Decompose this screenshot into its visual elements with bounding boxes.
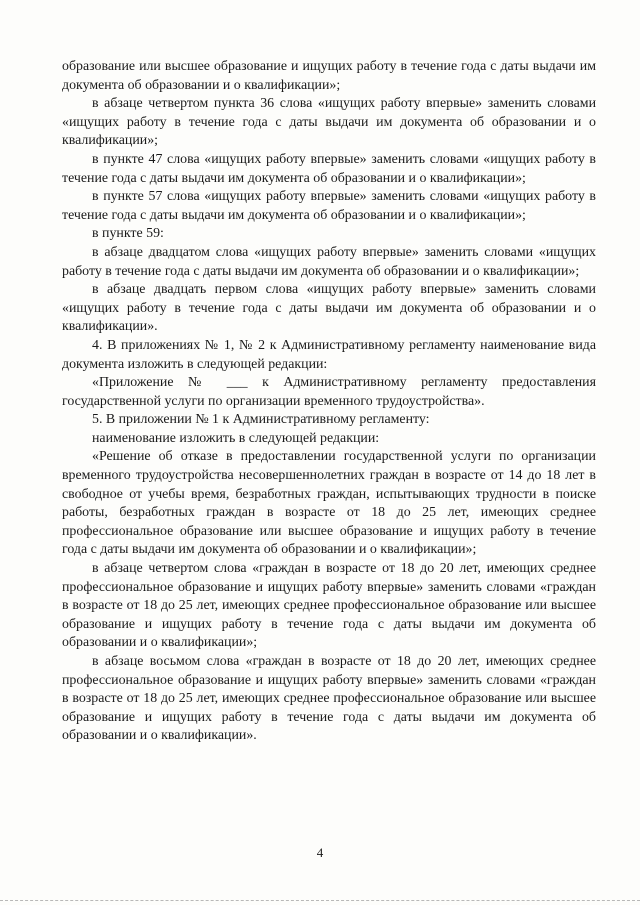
paragraph: «Приложение № ___ к Административному регламенту предоставления государственной услуги по организации временного трудоустройства». [62, 375, 596, 409]
document-body [62, 58, 596, 746]
paragraph: наименование изложить в следующей редакции: [92, 430, 380, 446]
paragraph: в абзаце восьмом слова «граждан в возрасте от 18 до 20 лет, имеющих среднее профессиональное образование и ищущих работу впервые» заменить словами «граждан в возрасте от 18 до 25 лет, имеющих среднее профессиональное образование или высшее образование и ищущих работу в течение года с даты выдачи им документа об образовании и о квалификации». [62, 654, 596, 744]
paragraph: в абзаце четвертом пункта 36 слова «ищущих работу впервые» заменить словами «ищущих работу в течение года с даты выдачи им документа об образовании и о квалификации»; [62, 96, 596, 149]
paragraph: в абзаце двадцать первом слова «ищущих работу впервые» заменить словами «ищущих работу в течение года с даты выдачи им документа об образовании и о квалификации». [62, 282, 596, 335]
paragraph: в пункте 57 слова «ищущих работу впервые» заменить словами «ищущих работу в течение года с даты выдачи им документа об образовании и о квалификации»; [62, 189, 596, 223]
paragraph: в пункте 47 слова «ищущих работу впервые» заменить словами «ищущих работу в течение года с даты выдачи им документа об образовании и о квалификации»; [62, 151, 596, 186]
paragraph: в абзаце четвертом слова «граждан в возрасте от 18 до 20 лет, имеющих среднее профессиональное образование и ищущих работу впервые» заменить словами «граждан в возрасте от 18 до 25 лет, имеющих среднее профессиональное образование или высшее образование и ищущих работу в течение года с даты выдачи им документа об образовании и о квалификации»; [62, 561, 596, 651]
paragraph: в пункте 59: [92, 226, 164, 242]
paragraph: в абзаце двадцатом слова «ищущих работу впервые» заменить словами «ищущих работу в течение года с даты выдачи им документа об образовании и о квалификации»; [62, 244, 596, 279]
paragraph: образование или высшее образование и ищущих работу в течение года с даты выдачи им документа об образовании и о квалификации»; [62, 59, 596, 93]
paragraph: 4. В приложениях № 1, № 2 к Административному регламенту наименование вида документа изложить в следующей редакции: [62, 337, 596, 372]
paragraph: 5. В приложении № 1 к Административному регламенту: [92, 412, 430, 428]
page-number: 4 [316, 845, 324, 860]
page-bottom-edge [0, 900, 640, 903]
paragraph: «Решение об отказе в предоставлении государственной услуги по организации временного трудоустройства несовершеннолетних граждан в возрасте от 14 до 18 лет в свободное от учебы время, безработных граждан, испытывающих трудности в поиске работы, безработных граждан в возрасте от 18 до 25 лет, имеющих среднее профессиональное образование или высшее образование и ищущих работу в течение года с даты выдачи им документа об образовании и о квалификации»; [62, 449, 596, 558]
